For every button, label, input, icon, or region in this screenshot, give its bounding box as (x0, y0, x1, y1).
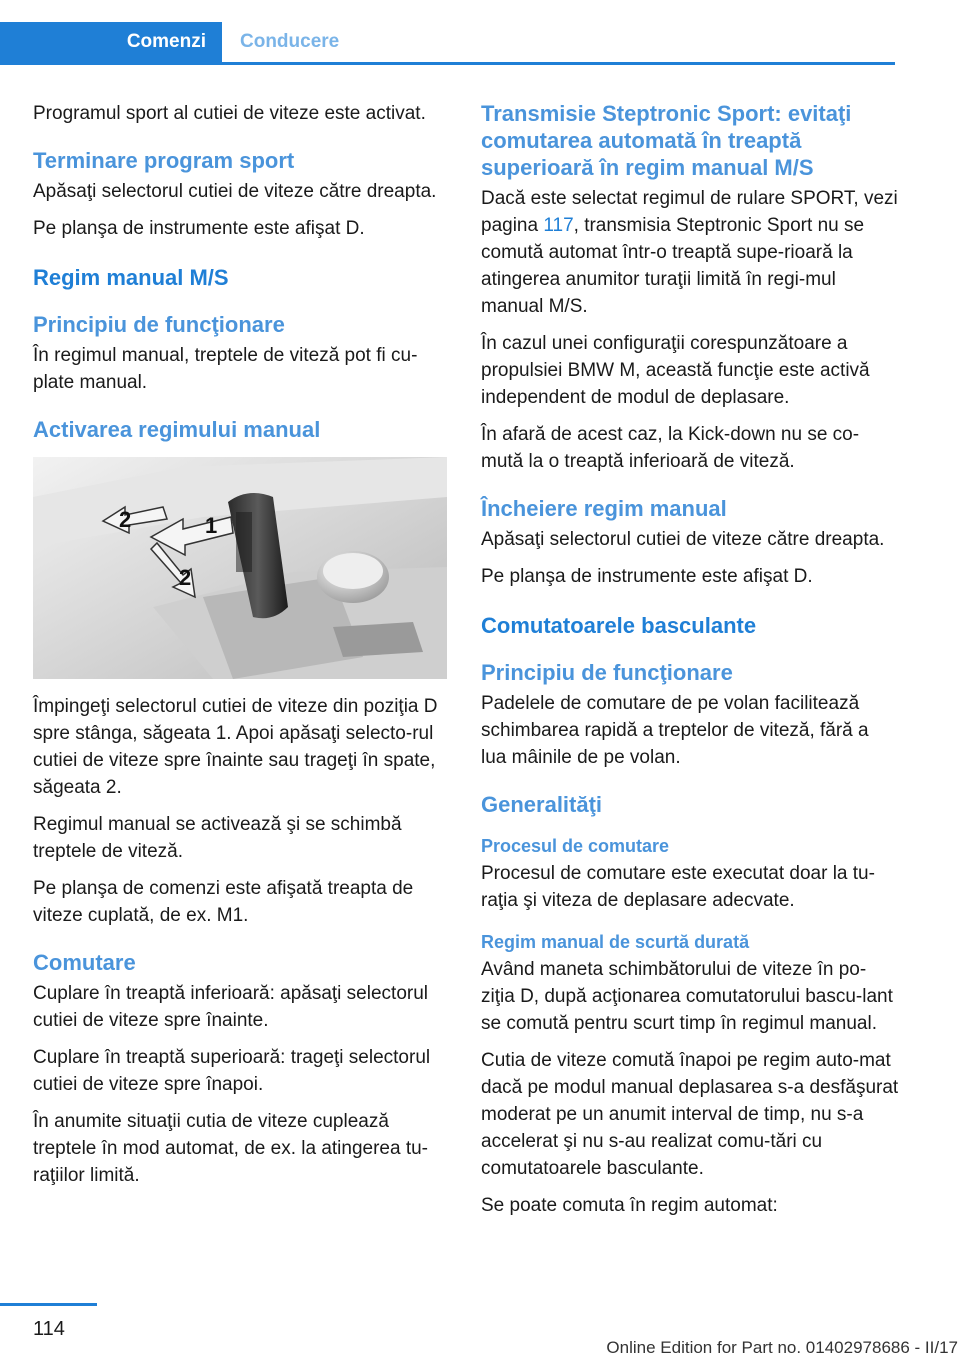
paragraph-regimul-manual: Regimul manual se activează şi se schimbă treptele de viteză. (33, 814, 402, 862)
paragraph-cuplare-superioara: Cuplare în treaptă superioară: trageţi selectorul cutiei de viteze spre înapoi. (33, 1047, 431, 1095)
paragraph-sport-activ: Programul sport al cutiei de viteze este activat. (33, 103, 426, 124)
paragraph-daca-sport (481, 185, 899, 320)
heading-procesul-comutare: Procesul de comutare (481, 836, 670, 856)
heading-comutare: Comutare (33, 950, 136, 975)
paragraph-terminare-2: Pe planşa de instrumente este afişat D. (33, 218, 365, 239)
arrow-label-1: 1 (205, 513, 218, 538)
heading-terminare-program: Terminare program sport (33, 148, 295, 173)
heading-transmisie-steptronic: Transmisie Steptronic Sport: evitaţi comutarea automată în treaptă superioară în regim manual M/S (481, 101, 852, 180)
paragraph-incheiere-2: Pe planşa de instrumente este afişat D. (481, 566, 813, 587)
paragraph-padele: Padelele de comutare de pe volan facilitează schimbarea rapidă a treptelor de viteză, fără a lua mâinile de pe volan. (481, 693, 869, 768)
paragraph-cazul-bmw-m: În cazul unei configuraţii corespunzătoare a propulsiei BMW M, această funcţie este activă independent de modul de deplasare. (481, 333, 870, 408)
heading-regim-scurta-durata: Regim manual de scurtă durată (481, 932, 750, 952)
paragraph-se-poate: Se poate comuta în regim automat: (481, 1195, 778, 1216)
heading-regim-manual: Regim manual M/S (33, 265, 229, 290)
paragraph-cuplare-inferioara: Cuplare în treaptă inferioară: apăsaţi selectorul cutiei de viteze spre înainte. (33, 983, 429, 1031)
daca-text-b: , transmisia Steptronic Sport nu se comută automat într-o treaptă supe‐rioară la atingerea anumitor turaţii limită în regi‐mul manual M/S. (481, 215, 865, 317)
paragraph-principiu: În regimul manual, treptele de viteză pot fi cu‐plate manual. (33, 345, 418, 393)
heading-activare: Activarea regimului manual (33, 417, 321, 442)
tab-comenzi[interactable]: Comenzi (0, 22, 222, 62)
edition-note: Online Edition for Part no. 01402978686 - II/17 (606, 1338, 958, 1357)
header-tabbar (0, 22, 895, 65)
paragraph-incheiere-1: Apăsaţi selectorul cutiei de viteze către dreapta. (481, 529, 885, 550)
daca-text-a: Dacă este selectat regimul de rulare SPORT, vezi pagina (481, 188, 898, 236)
right-column (481, 100, 899, 1229)
paragraph-impingeti: Împingeţi selectorul cutiei de viteze din poziţia D spre stânga, săgeata 1. Apoi apăsaţi selecto‐rul cutiei de viteze spre înainte sau trageţi în spate, săgeata 2. (33, 696, 438, 798)
page-number: 114 (33, 1318, 65, 1340)
paragraph-cutia-revine: Cutia de viteze comută înapoi pe regim auto‐mat dacă pe modul manual deplasarea s-a desfăşurat moderat pe un anumit interval de timp, nu s-a accelerat şi nu s-au realizat comu‐tări cu comutatoarele basculante. (481, 1050, 899, 1179)
footer-rule (0, 1303, 97, 1306)
tab-conducere[interactable]: Conducere (240, 31, 340, 52)
paragraph-avand-maneta: Având maneta schimbătorului de viteze în po‐ziţia D, după acţionarea comutatorului bascu‐lant se comută pentru scurt timp în regimul manual. (481, 959, 893, 1034)
lever-indicator (236, 512, 252, 572)
gear-selector-svg (33, 457, 447, 679)
heading-comutatoare-basculante: Comutatoarele basculante (481, 613, 757, 638)
heading-generalitati: Generalităţi (481, 792, 603, 817)
idrive-top (323, 553, 383, 589)
paragraph-kick-down: În afară de acest caz, la Kick-down nu se co‐mută la o treaptă inferioară de viteză. (481, 424, 860, 472)
paragraph-procesul: Procesul de comutare este executat doar la tu‐raţia şi viteza de deplasare adecvate. (481, 863, 875, 911)
heading-principiu: Principiu de funcţionare (33, 312, 285, 337)
arrow-label-2-top: 2 (119, 507, 132, 532)
page-link-117[interactable]: 117 (543, 215, 574, 236)
paragraph-terminare-1: Apăsaţi selectorul cutiei de viteze către dreapta. (33, 181, 437, 202)
left-column (33, 100, 451, 1199)
arrow-label-2-bottom: 2 (179, 565, 192, 590)
heading-principiu-right: Principiu de funcţionare (481, 660, 733, 685)
heading-incheiere-manual: Încheiere regim manual (481, 496, 727, 521)
gear-selector-illustration (33, 457, 447, 679)
paragraph-anumite-situatii: În anumite situaţii cutia de viteze cuplează treptele în mod automat, de ex. la atingerea tu‐raţiilor limită. (33, 1111, 429, 1186)
paragraph-plansa-comenzi: Pe planşa de comenzi este afişată treapta de viteze cuplată, de ex. M1. (33, 878, 414, 926)
console-buttons (333, 622, 423, 657)
